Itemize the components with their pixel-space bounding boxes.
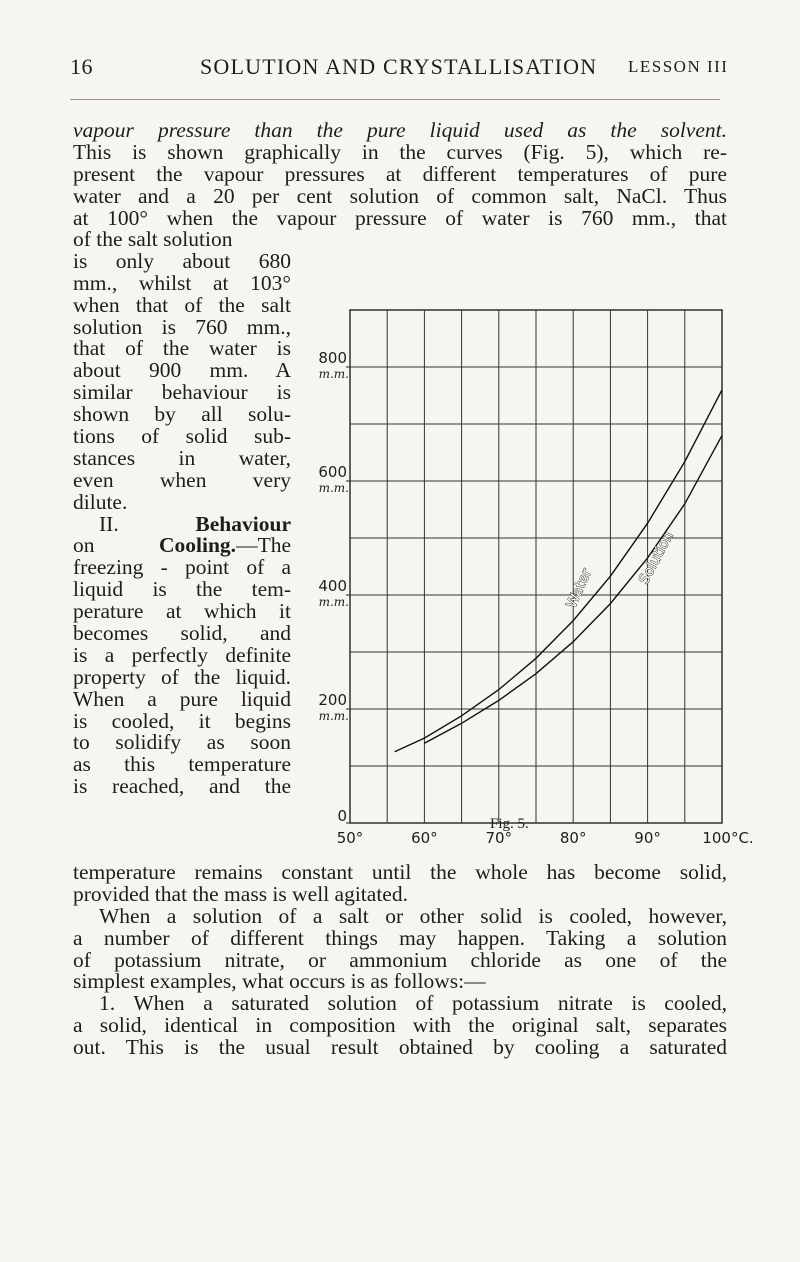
text-line: present the vapour pressures at different temperatures of pure (73, 161, 727, 186)
series-label-solution: Solution (636, 528, 678, 587)
y-tick-label: 600 (318, 463, 347, 481)
lesson-label: LESSON III (628, 57, 729, 76)
text-line: liquid is the tem- (73, 577, 291, 602)
text-line: When a pure liquid (73, 686, 291, 711)
text-line: tions of solid sub- (73, 424, 291, 449)
section-heading-line (73, 511, 291, 536)
text-line: simplest examples, what occurs is as follows:— (73, 969, 486, 994)
text-line: freezing - point of a (73, 555, 291, 580)
lower-paragraphs (73, 862, 727, 1059)
series-line-solution (424, 390, 744, 743)
header-rule (70, 99, 720, 100)
text-line: is only about 680 (73, 248, 291, 273)
text-line: stances in water, (73, 445, 291, 470)
text-line: This is shown graphically in the curves (Fig. 5), which re- (73, 139, 727, 164)
heading-prefix: on (73, 533, 95, 558)
series-label-water: Water (563, 566, 596, 611)
y-tick-unit: m.m. (318, 709, 349, 723)
page-number: 16 (70, 54, 93, 79)
text-line: is a perfectly definite (73, 642, 291, 667)
running-header (0, 50, 800, 84)
x-tick-label: 90° (634, 829, 661, 847)
text-line: becomes solid, and (73, 621, 291, 646)
section-number: II. (99, 511, 119, 536)
x-tick-label: 100°C. (702, 829, 754, 847)
section-heading: Cooling. (159, 533, 237, 558)
text-line: a number of different things may happen. Taking a solution (73, 925, 727, 950)
x-tick-label: 80° (559, 829, 587, 847)
text-line: When a solution of a salt or other solid is cooled, however, (99, 903, 727, 928)
text-line: out. This is the usual result obtained by cooling a saturated (73, 1035, 727, 1060)
text-line: of potassium nitrate, or ammonium chloride as one of the (73, 947, 727, 972)
text-line: similar behaviour is (73, 380, 291, 405)
y-tick-unit: m.m. (318, 481, 349, 495)
series-line-water (395, 341, 745, 751)
y-tick-label: 800 (318, 349, 347, 367)
section-heading-first: Behaviour (195, 511, 291, 536)
text-line: a solid, identical in composition with the original salt, separates (73, 1013, 727, 1038)
text-line: property of the liquid. (73, 664, 291, 689)
text-line: vapour pressure than the pure liquid used as the solvent. (73, 118, 727, 142)
text-line: temperature remains constant until the whole has become solid, (73, 860, 727, 884)
text-line: as this temperature (73, 752, 291, 777)
text-line: 1. When a saturated solution of potassium nitrate is cooled, (99, 991, 727, 1016)
text-line: mm., whilst at 103° (73, 270, 291, 295)
text-line: solution is 760 mm., (73, 314, 291, 339)
vapour-pressure-chart (290, 310, 754, 847)
text-line: about 900 mm. A (73, 358, 291, 383)
y-tick-label: 200 (318, 691, 347, 709)
section-heading-line-2 (73, 535, 291, 557)
text-line: even when very (73, 467, 291, 492)
side-paragraph (73, 229, 291, 798)
text-line: of the salt solution (73, 227, 233, 251)
text-line: dilute. (73, 489, 128, 514)
text-line: when that of the salt (73, 292, 291, 317)
text-line: provided that the mass is well agitated. (73, 881, 408, 906)
running-title: SOLUTION AND CRYSTALLISATION (200, 54, 598, 79)
intro-paragraph (73, 120, 727, 229)
text-line: is reached, and the (73, 774, 291, 799)
text-line: to solidify as soon (73, 730, 291, 755)
text-line: that of the water is (73, 336, 291, 361)
x-tick-label: 70° (485, 829, 513, 847)
y-tick-unit: m.m. (318, 595, 349, 609)
y-tick-unit: m.m. (318, 367, 349, 381)
text-line: water and a 20 per cent solution of common salt, NaCl. Thus (73, 183, 727, 208)
x-tick-label: 60° (411, 829, 438, 847)
y-tick-label: 400 (318, 577, 347, 595)
x-tick-label: 50° (336, 829, 364, 847)
text-line: at 100° when the vapour pressure of water is 760 mm., that (73, 205, 727, 230)
text-line: is cooled, it begins (73, 708, 291, 733)
section-dash: —The (236, 533, 291, 558)
text-line: perature at which it (73, 599, 291, 624)
figure-caption: Fig. 5. (490, 816, 529, 832)
y-tick-label: 0 (337, 807, 347, 825)
text-line: shown by all solu- (73, 402, 291, 427)
